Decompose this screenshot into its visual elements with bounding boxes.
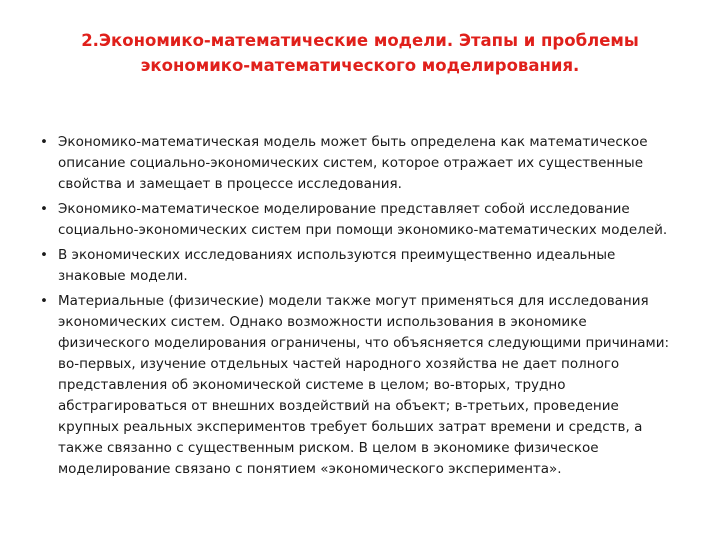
bullet-text-line: Экономико-математическая модель может быть определена как математическое bbox=[58, 134, 648, 150]
bullet-text-line: крупных реальных экспериментов требует больших затрат времени и средств, а bbox=[58, 419, 643, 435]
bullet-icon: • bbox=[40, 293, 48, 309]
bullet-text-line: знаковые модели. bbox=[58, 268, 188, 284]
bullet-text-line: физического моделирования ограничены, что объясняется следующими причинами: bbox=[58, 335, 670, 351]
bullet-text-line: свойства и замещает в процессе исследования. bbox=[58, 176, 402, 192]
bullet-text-line: Материальные (физические) модели также могут применяться для исследования bbox=[58, 293, 649, 309]
bullet-item-ideal-models bbox=[40, 245, 690, 287]
bullet-text-line: описание социально-экономических систем, которое отражает их существенные bbox=[58, 155, 644, 171]
bullet-item-model-definition bbox=[40, 132, 690, 195]
bullet-item-physical-models bbox=[40, 291, 690, 480]
bullet-text-line: также связанно с существенным риском. В целом в экономике физическое bbox=[58, 440, 599, 456]
bullet-text-line: социально-экономических систем при помощи экономико-математических моделей. bbox=[58, 222, 668, 238]
bullet-icon: • bbox=[40, 201, 48, 217]
slide-title-line: 2.Экономико-математические модели. Этапы и проблемы bbox=[81, 31, 639, 50]
slide-title bbox=[40, 28, 680, 78]
bullet-text-line: Экономико-математическое моделирование представляет собой исследование bbox=[58, 201, 630, 217]
bullet-text-line: абстрагироваться от внешних воздействий на объект; в-третьих, проведение bbox=[58, 398, 619, 414]
slide-title-line: экономико-математического моделирования. bbox=[140, 56, 580, 75]
bullet-text-line: представления об экономической системе в целом; во-вторых, трудно bbox=[58, 377, 566, 393]
bullet-item-modeling-definition bbox=[40, 199, 690, 241]
bullet-list bbox=[40, 132, 690, 484]
bullet-icon: • bbox=[40, 247, 48, 263]
bullet-text-line: моделирование связано с понятием «экономического эксперимента». bbox=[58, 461, 562, 477]
bullet-text-line: экономических систем. Однако возможности использования в экономике bbox=[58, 314, 587, 330]
bullet-text-line: В экономических исследованиях используются преимущественно идеальные bbox=[58, 247, 616, 263]
bullet-text-line: во-первых, изучение отдельных частей народного хозяйства не дает полного bbox=[58, 356, 620, 372]
bullet-icon: • bbox=[40, 134, 48, 150]
